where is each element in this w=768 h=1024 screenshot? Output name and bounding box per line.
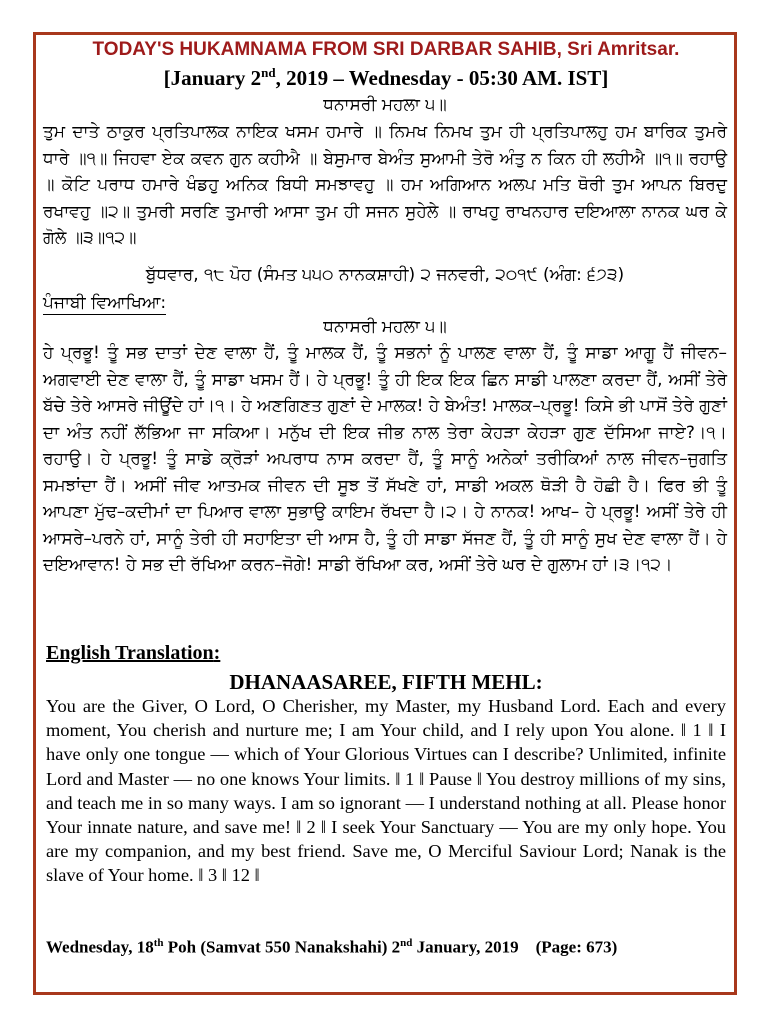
hukamnama-title: TODAY'S HUKAMNAMA FROM SRI DARBAR SAHIB, Sri Amritsar. [92, 39, 680, 60]
punjabi-raag-heading: ਧਨਾਸਰੀ ਮਹਲਾ ੫॥ [323, 317, 447, 337]
gurbani-text: ਤੁਮ ਦਾਤੇ ਠਾਕੁਰ ਪ੍ਰਤਿਪਾਲਕ ਨਾਇਕ ਖਸਮ ਹਮਾਰੇ ॥ ਨਿਮਖ ਨਿਮਖ ਤੁਮ ਹੀ ਪ੍ਰਤਿਪਾਲਹੁ ਹਮ ਬਾਰਿਕ ਤੁਮਰੇ ਧਾਰੇ ॥੧॥ ਜਿਹਵਾ ਏਕ ਕਵਨ ਗੁਨ ਕਹੀਐ ॥ ਬੇਸੁਮਾਰ ਬੇਅੰਤ ਸੁਆਮੀ ਤੇਰੋ ਅੰਤੁ ਨ ਕਿਨ ਹੀ ਲਹੀਐ ॥੧॥ ਰਹਾਉ ॥ ਕੋਟਿ ਪਰਾਧ ਹਮਾਰੇ ਖੰਡਹੁ ਅਨਿਕ ਬਿਧੀ ਸਮਝਾਵਹੁ ॥ ਹਮ ਅਗਿਆਨ ਅਲਪ ਮਤਿ ਥੋਰੀ ਤੁਮ ਆਪਨ ਬਿਰਦੁ ਰਖਾਵਹੁ ॥੨॥ ਤੁਮਰੀ ਸਰਣਿ ਤੁਮਾਰੀ ਆਸਾ ਤੁਮ ਹੀ ਸਜਨ ਸੁਹੇਲੇ ॥ ਰਾਖਹੁ ਰਾਖਨਹਾਰ ਦਇਆਲਾ ਨਾਨਕ ਘਰ ਕੇ ਗੋਲੇ ॥੩॥੧੨॥ [43, 122, 727, 248]
footer-page: (Page: 673) [535, 937, 618, 957]
footer-date: Wednesday, 18th Poh (Samvat 550 Nanakshahi) 2nd January, 2019 (Page: 673) [46, 937, 618, 957]
gurbani-raag-heading: ਧਨਾਸਰੀ ਮਹਲਾ ੫॥ [323, 95, 447, 115]
hukamnama-date: [January 2nd, 2019 – Wednesday - 05:30 AM. IST] [163, 65, 609, 90]
english-label: English Translation: [46, 642, 221, 664]
english-translation: You are the Giver, O Lord, O Cherisher, my Master, my Husband Lord. Each and every moment, You cherish and nurture me; I am Your child, and I rely upon You alone. ‖ 1 ‖ I have only one tongue — which of Your Glorious Virtues can I describe? Unlimited, infinite Lord and Master — no one knows Your limits. ‖ 1 ‖ Pause ‖ You destroy millions of my sins, and teach me in so many ways. I am so ignorant — I understand nothing at all. Please honor Your innate nature, and save me! ‖ 2 ‖ I seek Your Sanctuary — You are my only hope. You are my companion, and my best friend. Save me, O Merciful Saviour Lord; Nanak is the slave of Your home. ‖ 3 ‖ 12 ‖ [46, 696, 726, 886]
gurbani-date-line: ਬੁੱਧਵਾਰ, ੧੮ ਪੋਹ (ਸੰਮਤ ੫੫੦ ਨਾਨਕਸ਼ਾਹੀ) ੨ ਜਨਵਰੀ, ੨੦੧੯ (ਅੰਗ: ੬੭੩) [145, 265, 625, 285]
punjabi-label: ਪੰਜਾਬੀ ਵਿਆਖਿਆ: [43, 293, 167, 313]
english-title: DHANAASAREE, FIFTH MEHL: [229, 670, 543, 694]
punjabi-explanation: ਹੇ ਪ੍ਰਭੂ! ਤੂੰ ਸਭ ਦਾਤਾਂ ਦੇਣ ਵਾਲਾ ਹੈਂ, ਤੂੰ ਮਾਲਕ ਹੈਂ, ਤੂੰ ਸਭਨਾਂ ਨੂੰ ਪਾਲਣ ਵਾਲਾ ਹੈਂ, ਤੂੰ ਸਾਡਾ ਆਗੂ ਹੈਂ ਜੀਵਨ–ਅਗਵਾਈ ਦੇਣ ਵਾਲਾ ਹੈਂ, ਤੂੰ ਸਾਡਾ ਖਸਮ ਹੈਂ। ਹੇ ਪ੍ਰਭੂ! ਤੂੰ ਹੀ ਇਕ ਇਕ ਛਿਨ ਸਾਡੀ ਪਾਲਣਾ ਕਰਦਾ ਹੈਂ, ਅਸੀਂ ਤੇਰੇ ਬੱਚੇ ਤੇਰੇ ਆਸਰੇ ਜੀਊਂਦੇ ਹਾਂ।੧। ਹੇ ਅਣਗਿਣਤ ਗੁਣਾਂ ਦੇ ਮਾਲਕ! ਹੇ ਬੇਅੰਤ! ਮਾਲਕ–ਪ੍ਰਭੂ! ਕਿਸੇ ਭੀ ਪਾਸੋਂ ਤੇਰੇ ਗੁਣਾਂ ਦਾ ਅੰਤ ਨਹੀਂ ਲੱਭਿਆ ਜਾ ਸਕਿਆ। ਮਨੁੱਖ ਦੀ ਇਕ ਜੀਭ ਨਾਲ ਤੇਰਾ ਕੇਹੜਾ ਕੇਹੜਾ ਗੁਣ ਦੱਸਿਆ ਜਾਏ?।੧।ਰਹਾਉ। ਹੇ ਪ੍ਰਭੂ! ਤੂੰ ਸਾਡੇ ਕ੍ਰੋੜਾਂ ਅਪਰਾਧ ਨਾਸ ਕਰਦਾ ਹੈਂ, ਤੂੰ ਸਾਨੂੰ ਅਨੇਕਾਂ ਤਰੀਕਿਆਂ ਨਾਲ ਜੀਵਨ–ਜੁਗਤਿ ਸਮਝਾਂਦਾ ਹੈਂ। ਅਸੀਂ ਜੀਵ ਆਤਮਕ ਜੀਵਨ ਦੀ ਸੂਝ ਤੋਂ ਸੱਖਣੇ ਹਾਂ, ਸਾਡੀ ਅਕਲ ਥੋੜੀ ਹੈ ਹੋਛੀ ਹੈ। ਫਿਰ ਭੀ ਤੂੰ ਆਪਣਾ ਮੁੱਢ–ਕਦੀਮਾਂ ਦਾ ਪਿਆਰ ਵਾਲਾ ਸੁਭਾਉ ਕਾਇਮ ਰੱਖਦਾ ਹੈ।੨। ਹੇ ਨਾਨਕ! ਆਖ– ਹੇ ਪ੍ਰਭੂ! ਅਸੀਂ ਤੇਰੇ ਹੀ ਆਸਰੇ–ਪਰਨੇ ਹਾਂ, ਸਾਨੂੰ ਤੇਰੀ ਹੀ ਸਹਾਇਤਾ ਦੀ ਆਸ ਹੈ, ਤੂੰ ਹੀ ਸਾਡਾ ਸੱਜਣ ਹੈਂ, ਤੂੰ ਹੀ ਸਾਨੂੰ ਸੁਖ ਦੇਣ ਵਾਲਾ ਹੈਂ। ਹੇ ਦਇਆਵਾਨ! ਹੇ ਸਭ ਦੀ ਰੱਖਿਆ ਕਰਨ–ਜੋਗੇ! ਸਾਡੀ ਰੱਖਿਆ ਕਰ, ਅਸੀਂ ਤੇਰੇ ਘਰ ਦੇ ਗੁਲਾਮ ਹਾਂ।੩।੧੨। [43, 343, 727, 575]
